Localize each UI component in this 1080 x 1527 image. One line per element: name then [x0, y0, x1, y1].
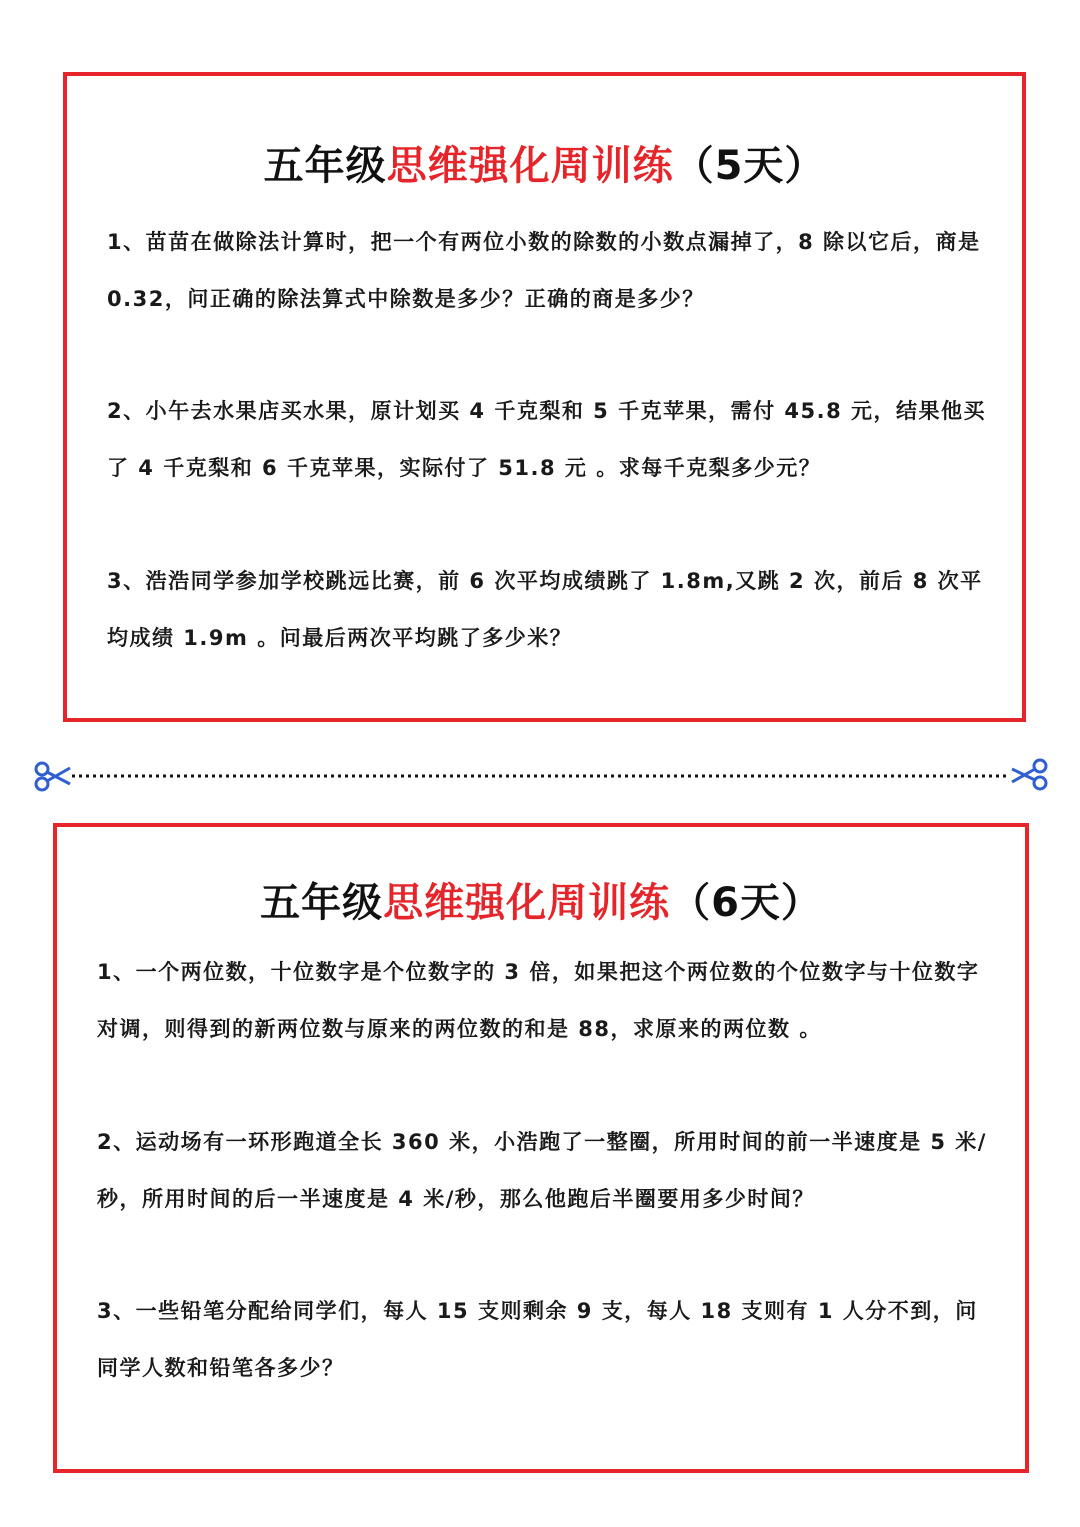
question-item: 2、小午去水果店买水果，原计划买 4 千克梨和 5 千克苹果，需付 45.8 元，结果他买了 4 千克梨和 6 千克苹果，实际付了 51.8 元 。求每千克梨多少元？ — [107, 399, 987, 480]
cut-line-divider — [30, 755, 1052, 795]
worksheet-card-day5 — [63, 72, 1026, 722]
question-item: 2、运动场有一环形跑道全长 360 米，小浩跑了一整圈，所用时间的前一半速度是 5 米/秒，所用时间的后一半速度是 4 米/秒，那么他跑后半圈要用多少时间？ — [97, 1130, 987, 1211]
title-day: （6天） — [670, 880, 822, 926]
worksheet-card-day6 — [53, 823, 1029, 1473]
card-title — [67, 134, 1022, 191]
card-title — [57, 871, 1025, 928]
scissors-icon — [1012, 760, 1046, 789]
title-day: （5天） — [673, 143, 826, 189]
question-item: 1、苗苗在做除法计算时，把一个有两位小数的除数的小数点漏掉了，8 除以它后，商是 0.32，问正确的除法算式中除数是多少？正确的商是多少？ — [107, 230, 981, 311]
scissors-icon — [36, 763, 70, 790]
title-grade: 五年级 — [263, 143, 387, 189]
title-topic: 思维强化周训练 — [386, 143, 674, 189]
title-grade: 五年级 — [260, 880, 384, 926]
question-item: 1、一个两位数，十位数字是个位数字的 3 倍，如果把这个两位数的个位数字与十位数字对调，则得到的新两位数与原来的两位数的和是 88，求原来的两位数 。 — [97, 960, 980, 1041]
question-item: 3、一些铅笔分配给同学们，每人 15 支则剩余 9 支，每人 18 支则有 1 人分不到，问同学人数和铅笔各多少？ — [97, 1299, 978, 1380]
title-topic: 思维强化周训练 — [383, 880, 671, 926]
question-item: 3、浩浩同学参加学校跳远比赛，前 6 次平均成绩跳了 1.8m,又跳 2 次，前后 8 次平均成绩 1.9m 。问最后两次平均跳了多少米？ — [107, 569, 983, 650]
